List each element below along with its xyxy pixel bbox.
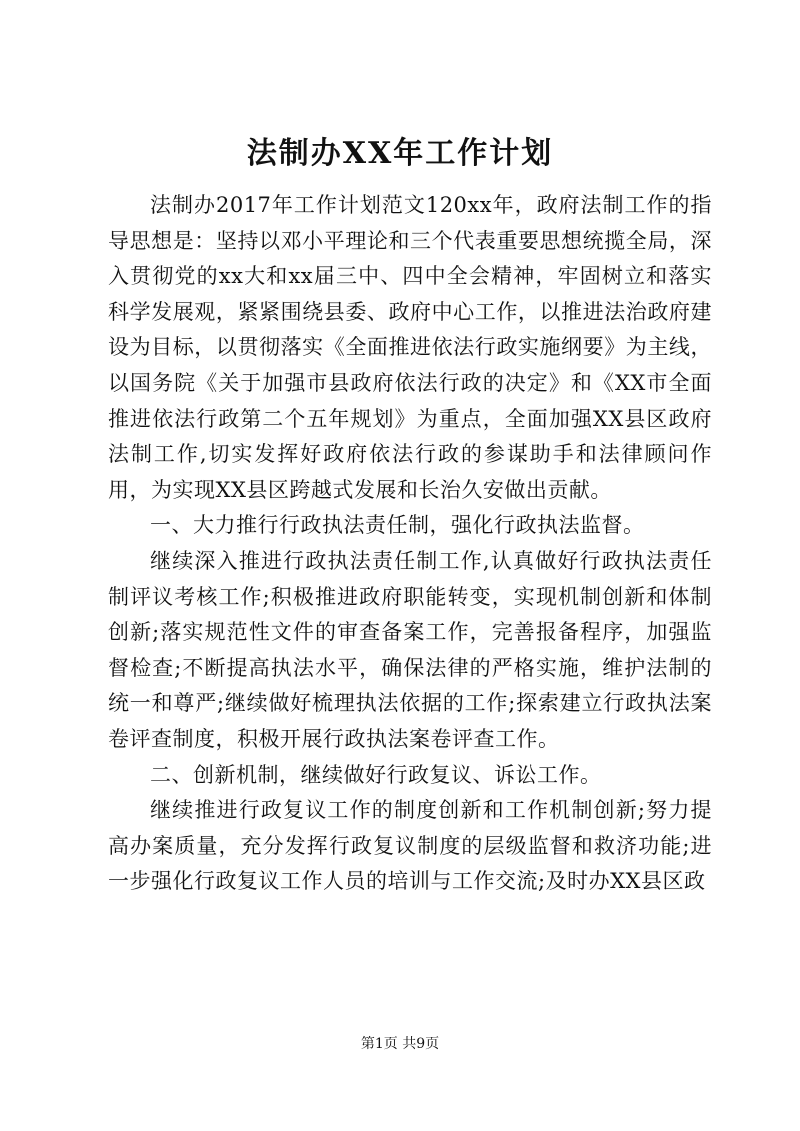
paragraph-section-2: 继续推进行政复议工作的制度创新和工作机制创新;努力提高办案质量，充分发挥行政复议制度的层级监督和救济功能;进一步强化行政复议工作人员的培训与工作交流;及时办XX县区政	[108, 798, 712, 894]
paragraph-intro: 法制办2017年工作计划范文120xx年，政府法制工作的指导思想是：坚持以邓小平理论和三个代表重要思想统揽全局，深入贯彻党的xx大和xx届三中、四中全会精神，牢固树立和落实科学发展观，紧紧围绕县委、政府中心工作，以推进法治政府建设为目标，以贯彻落实《全面推进依法行政实施纲要》为主线，以国务院《关于加强市县政府依法行政的决定》和《XX市全面推进依法行政第二个五年规划》为重点，全面加强XX县区政府法制工作,切实发挥好政府依法行政的参谋助手和法律顾问作用，为实现XX县区跨越式发展和长治久安做出贡献。	[108, 193, 712, 502]
section-heading-2: 二、创新机制，继续做好行政复议、诉讼工作。	[150, 762, 602, 787]
document-title: 法制办XX年工作计划	[246, 136, 554, 171]
section-heading-1: 一、大力推行行政执法责任制，强化行政执法监督。	[150, 513, 645, 538]
page-footer: 第1页 共9页	[360, 1036, 440, 1052]
paragraph-section-1: 继续深入推进行政执法责任制工作,认真做好行政执法责任制评议考核工作;积极推进政府职能转变，实现机制创新和体制创新;落实规范性文件的审查备案工作，完善报备程序，加强监督检查;不断提高执法水平，确保法律的严格实施，维护法制的统一和尊严;继续做好梳理执法依据的工作;探索建立行政执法案卷评查制度，积极开展行政执法案卷评查工作。	[108, 548, 712, 751]
document-body	[108, 188, 712, 900]
